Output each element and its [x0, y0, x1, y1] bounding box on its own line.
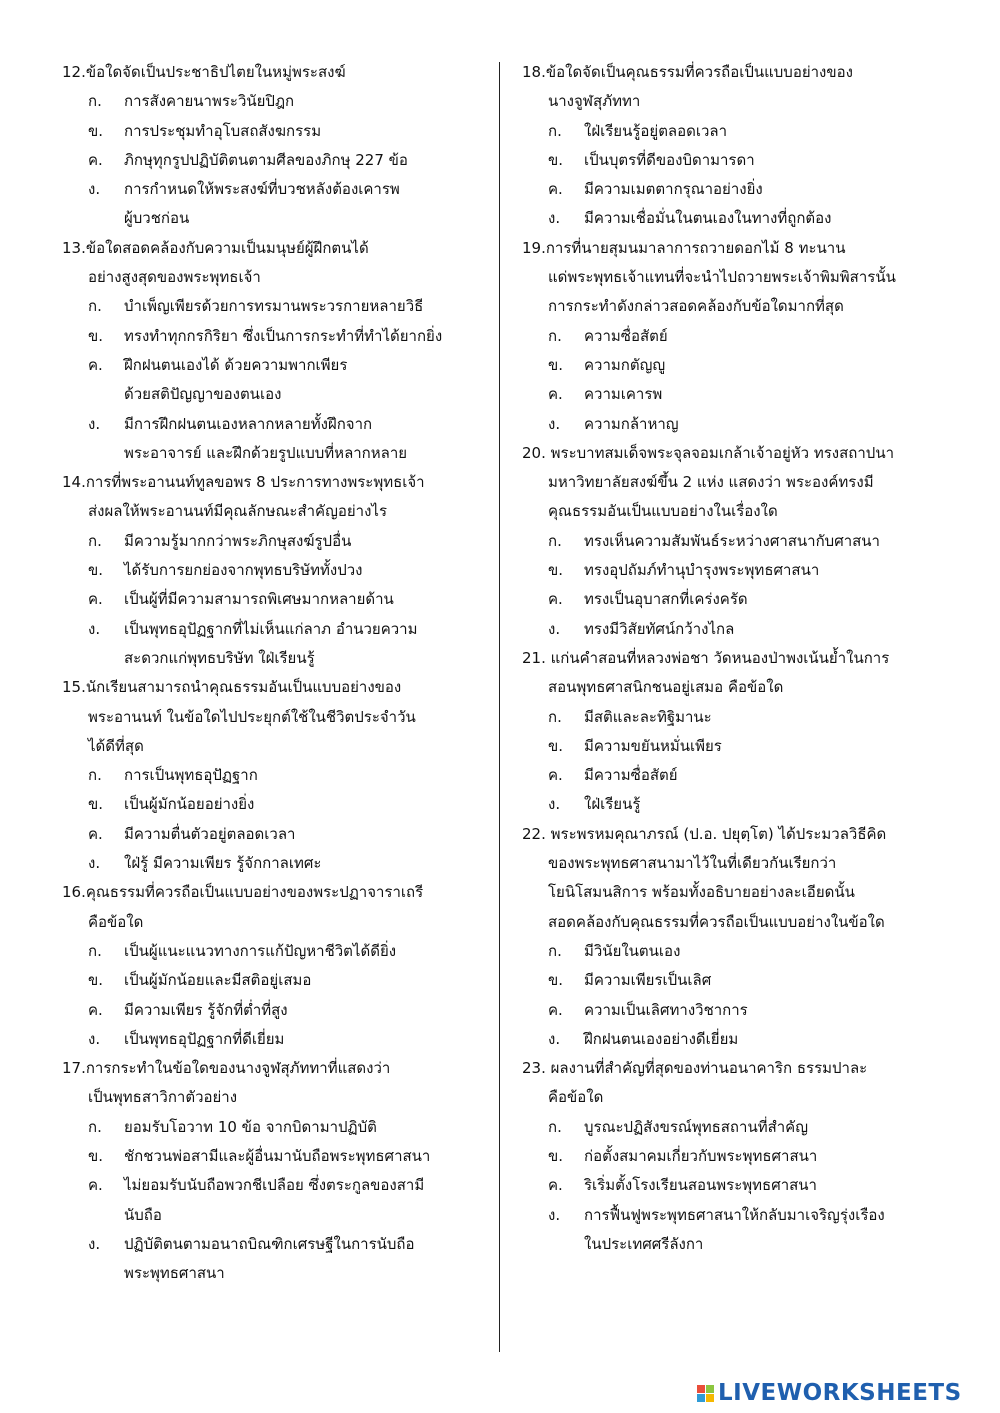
- left-question-column: [62, 58, 482, 1288]
- answer-option: [522, 790, 952, 819]
- answer-option: [62, 1113, 482, 1142]
- answer-option: [62, 966, 482, 995]
- option-letter: ข.: [548, 1146, 564, 1165]
- question-text: คุณธรรมอันเป็นแบบอย่างในเรื่องใด: [548, 502, 778, 521]
- option-text: ผู้บวชก่อน: [124, 209, 190, 228]
- option-letter: ง.: [88, 1234, 101, 1253]
- option-letter: ข.: [88, 1146, 104, 1165]
- answer-option: [522, 175, 952, 204]
- option-letter: ก.: [548, 707, 562, 726]
- answer-option: [522, 1142, 952, 1171]
- option-text: มีความเมตตากรุณาอย่างยิ่ง: [584, 180, 763, 199]
- option-text: ไม่ยอมรับนับถือพวกชีเปลือย ซึ่งตระกูลของสามี: [124, 1176, 425, 1195]
- question-block: [522, 820, 952, 1054]
- option-text: ความกล้าหาญ: [584, 414, 679, 433]
- option-text: มีวินัยในตนเอง: [584, 941, 681, 960]
- option-text: ความกตัญญู: [584, 355, 666, 374]
- option-text: เป็นผู้มักน้อยอย่างยิ่ง: [124, 795, 255, 814]
- option-text: เป็นผู้ที่มีความสามารถพิเศษมากหลายด้าน: [124, 590, 394, 609]
- option-letter: ข.: [548, 355, 564, 374]
- question-text: อย่างสูงสุดของพระพุทธเจ้า: [88, 268, 261, 287]
- option-text: ความเป็นเลิศทางวิชาการ: [584, 1000, 748, 1019]
- answer-option: [522, 996, 952, 1025]
- option-letter: ค.: [548, 1000, 563, 1019]
- answer-option: [62, 292, 482, 321]
- option-letter: ข.: [88, 326, 104, 345]
- option-letter: ง.: [548, 209, 561, 228]
- option-text: ทรงมีวิสัยทัศน์กว้างไกล: [584, 619, 735, 638]
- option-letter: ค.: [88, 824, 103, 843]
- option-text: ทรงเป็นอุบาสกที่เคร่งครัด: [584, 590, 748, 609]
- answer-option: [522, 410, 952, 439]
- question-text: แด่พระพุทธเจ้าแทนที่จะนำไปถวายพระเจ้าพิมพิสารนั้น: [548, 268, 896, 287]
- option-letter: ง.: [548, 795, 561, 814]
- question-block: [522, 439, 952, 644]
- question-text: 15.นักเรียนสามารถนำคุณธรรมอันเป็นแบบอย่างของ: [62, 678, 402, 697]
- option-text: ทรงอุปถัมภ์ทำนุบำรุงพระพุทธศาสนา: [584, 561, 820, 580]
- option-text: มีการฝึกฝนตนเองหลากหลายทั้งฝึกจาก: [124, 414, 373, 433]
- option-letter: ค.: [88, 1176, 103, 1195]
- option-text: การฟื้นฟูพระพุทธศาสนาให้กลับมาเจริญรุ่งเรือง: [584, 1205, 885, 1224]
- option-text: มีความเพียรเป็นเลิศ: [584, 971, 712, 990]
- option-letter: ค.: [88, 1000, 103, 1019]
- option-letter: ค.: [88, 355, 103, 374]
- option-letter: ก.: [548, 326, 562, 345]
- option-text: เป็นผู้มักน้อยและมีสติอยู่เสมอ: [124, 971, 312, 990]
- answer-option: [522, 1201, 952, 1260]
- answer-option: [522, 1025, 952, 1054]
- answer-option: [62, 351, 482, 410]
- answer-option: [62, 410, 482, 469]
- question-text: 16.คุณธรรมที่ควรถือเป็นแบบอย่างของพระปฏาจาราเถรี: [62, 883, 424, 902]
- answer-option: [62, 937, 482, 966]
- option-text: มีสติและละทิฐิมานะ: [584, 707, 712, 726]
- question-block: [62, 234, 482, 468]
- question-text: 19.การที่นายสุมนมาลาการถวายดอกไม้ 8 ทะนาน: [522, 238, 846, 257]
- liveworksheets-logo-icon: [697, 1385, 714, 1402]
- question-block: [62, 673, 482, 878]
- option-letter: ค.: [548, 590, 563, 609]
- option-text: ความซื่อสัตย์: [584, 326, 668, 345]
- question-block: [62, 878, 482, 1054]
- option-text: ด้วยสติปัญญาของตนเอง: [124, 385, 282, 404]
- option-text: ใฝ่เรียนรู้อยู่ตลอดเวลา: [584, 121, 728, 140]
- answer-option: [522, 732, 952, 761]
- option-letter: ง.: [88, 1029, 101, 1048]
- option-letter: ง.: [548, 619, 561, 638]
- answer-option: [522, 146, 952, 175]
- answer-option: [62, 322, 482, 351]
- option-letter: ก.: [548, 941, 562, 960]
- question-text: การกระทำดังกล่าวสอดคล้องกับข้อใดมากที่สุด: [548, 297, 844, 316]
- answer-option: [62, 87, 482, 116]
- question-text: คือข้อใด: [548, 1088, 604, 1107]
- option-letter: ข.: [88, 795, 104, 814]
- option-letter: ค.: [88, 150, 103, 169]
- option-text: มีความเชื่อมั่นในตนเองในทางที่ถูกต้อง: [584, 209, 832, 228]
- answer-option: [522, 117, 952, 146]
- answer-option: [522, 703, 952, 732]
- option-text: ความเคารพ: [584, 385, 663, 404]
- answer-option: [62, 849, 482, 878]
- question-text: พระอานนท์ ในข้อใดไปประยุกต์ใช้ในชีวิตประจำวัน: [88, 707, 416, 726]
- answer-option: [62, 761, 482, 790]
- option-letter: ง.: [88, 619, 101, 638]
- option-text: เป็นบุตรที่ดีของบิดามารดา: [584, 150, 755, 169]
- question-text: 20. พระบาทสมเด็จพระจุลจอมเกล้าเจ้าอยู่หัว ทรงสถาปนา: [522, 443, 894, 462]
- option-text: ชักชวนพ่อสามีและผู้อื่นมานับถือพระพุทธศาสนา: [124, 1146, 431, 1165]
- question-text: 14.การที่พระอานนท์ทูลขอพร 8 ประการทางพระพุทธเจ้า: [62, 473, 425, 492]
- answer-option: [522, 937, 952, 966]
- option-letter: ก.: [88, 1117, 102, 1136]
- option-text: เป็นพุทธอุปัฏฐากที่ดีเยี่ยม: [124, 1029, 285, 1048]
- option-letter: ก.: [548, 531, 562, 550]
- option-letter: ค.: [88, 590, 103, 609]
- option-text: ใฝ่รู้ มีความเพียร รู้จักกาลเทศะ: [124, 854, 322, 873]
- answer-option: [522, 966, 952, 995]
- answer-option: [522, 761, 952, 790]
- question-text: เป็นพุทธสาวิกาตัวอย่าง: [88, 1088, 238, 1107]
- option-letter: ข.: [88, 121, 104, 140]
- answer-option: [522, 585, 952, 614]
- question-text: ส่งผลให้พระอานนท์มีคุณลักษณะสำคัญอย่างไร: [88, 502, 388, 521]
- option-letter: ก.: [548, 1117, 562, 1136]
- question-text: 18.ข้อใดจัดเป็นคุณธรรมที่ควรถือเป็นแบบอย่างของ: [522, 63, 853, 81]
- question-block: [522, 644, 952, 820]
- option-letter: ง.: [548, 1205, 561, 1224]
- option-text: พระพุทธศาสนา: [124, 1264, 225, 1283]
- question-text: ของพระพุทธศาสนามาไว้ในที่เดียวกันเรียกว่า: [548, 854, 837, 873]
- question-text: 17.การกระทำในข้อใดของนางจูฬสุภัททาที่แสดงว่า: [62, 1059, 391, 1078]
- answer-option: [62, 615, 482, 674]
- question-block: [62, 58, 482, 234]
- option-text: ก่อตั้งสมาคมเกี่ยวกับพระพุทธศาสนา: [584, 1146, 818, 1165]
- question-block: [522, 58, 952, 234]
- answer-option: [62, 146, 482, 175]
- option-letter: ข.: [548, 150, 564, 169]
- question-text: นางจูฬสุภัททา: [548, 92, 641, 111]
- option-text: ยอมรับโอวาท 10 ข้อ จากบิดามาปฏิบัติ: [124, 1117, 377, 1136]
- question-text: 22. พระพรหมคุณาภรณ์ (ป.อ. ปยุตฺโต) ได้ประมวลวิธีคิด: [522, 824, 887, 843]
- option-text: การประชุมทำอุโบสถสังฆกรรม: [124, 121, 322, 140]
- option-text: ใฝ่เรียนรู้: [584, 795, 641, 814]
- answer-option: [522, 1113, 952, 1142]
- option-letter: ค.: [548, 385, 563, 404]
- answer-option: [62, 527, 482, 556]
- question-text: สอนพุทธศาสนิกชนอยู่เสมอ คือข้อใด: [548, 678, 784, 697]
- option-letter: ง.: [548, 1029, 561, 1048]
- option-letter: ข.: [88, 971, 104, 990]
- option-text: นับถือ: [124, 1205, 162, 1224]
- answer-option: [62, 1171, 482, 1230]
- option-letter: ง.: [88, 414, 101, 433]
- option-letter: ก.: [88, 92, 102, 111]
- option-text: ภิกษุทุกรูปปฏิบัติตนตามศีลของภิกษุ 227 ข้อ: [124, 150, 408, 169]
- option-letter: ข.: [88, 561, 104, 580]
- answer-option: [522, 380, 952, 409]
- option-text: มีความเพียร รู้จักที่ต่ำที่สูง: [124, 1000, 288, 1019]
- option-text: มีความรู้มากกว่าพระภิกษุสงฆ์รูปอื่น: [124, 531, 352, 550]
- option-text: การเป็นพุทธอุปัฏฐาก: [124, 766, 258, 785]
- option-letter: ก.: [548, 121, 562, 140]
- answer-option: [62, 1025, 482, 1054]
- option-text: เป็นผู้แนะแนวทางการแก้ปัญหาชีวิตได้ดียิ่ง: [124, 941, 397, 960]
- answer-option: [62, 996, 482, 1025]
- option-text: ฝึกฝนตนเองอย่างดีเยี่ยม: [584, 1029, 739, 1048]
- option-letter: ก.: [88, 941, 102, 960]
- option-text: มีความตื่นตัวอยู่ตลอดเวลา: [124, 824, 296, 843]
- option-text: ปฏิบัติตนตามอนาถบิณฑิกเศรษฐีในการนับถือ: [124, 1234, 415, 1253]
- option-letter: ง.: [548, 414, 561, 433]
- option-text: มีความซื่อสัตย์: [584, 766, 678, 785]
- answer-option: [522, 1171, 952, 1200]
- question-text: มหาวิทยาลัยสงฆ์ขึ้น 2 แห่ง แสดงว่า พระองค์ทรงมี: [548, 473, 874, 492]
- question-text: 13.ข้อใดสอดคล้องกับความเป็นมนุษย์ผู้ฝึกตนได้: [62, 238, 369, 257]
- question-text: ได้ดีที่สุด: [88, 736, 144, 755]
- question-text: สอดคล้องกับคุณธรรมที่ควรถือเป็นแบบอย่างในข้อใด: [548, 912, 885, 931]
- question-text: 21. แก่นคำสอนที่หลวงพ่อชา วัดหนองป่าพงเน้นย้ำในการ: [522, 648, 890, 667]
- option-text: มีความขยันหมั่นเพียร: [584, 736, 722, 755]
- question-block: [522, 1054, 952, 1259]
- option-letter: ค.: [548, 1176, 563, 1195]
- answer-option: [522, 527, 952, 556]
- question-text: 23. ผลงานที่สำคัญที่สุดของท่านอนาคาริก ธรรมปาละ: [522, 1059, 868, 1078]
- option-text: บำเพ็ญเพียรด้วยการทรมานพระวรกายหลายวิธี: [124, 297, 424, 316]
- option-letter: ง.: [88, 854, 101, 873]
- option-letter: ง.: [88, 180, 101, 199]
- answer-option: [62, 1142, 482, 1171]
- option-text: ได้รับการยกย่องจากพุทธบริษัททั้งปวง: [124, 561, 363, 580]
- option-text: สะดวกแก่พุทธบริษัท ใฝ่เรียนรู้: [124, 648, 315, 667]
- answer-option: [62, 790, 482, 819]
- question-block: [62, 468, 482, 673]
- answer-option: [522, 556, 952, 585]
- option-text: เป็นพุทธอุปัฏฐากที่ไม่เห็นแก่ลาภ อำนวยความ: [124, 619, 418, 638]
- option-letter: ก.: [88, 297, 102, 316]
- option-letter: ข.: [548, 736, 564, 755]
- answer-option: [62, 1230, 482, 1289]
- answer-option: [522, 322, 952, 351]
- option-text: พระอาจารย์ และฝึกด้วยรูปแบบที่หลากหลาย: [124, 443, 408, 462]
- liveworksheets-logo: [697, 1380, 962, 1406]
- option-letter: ค.: [548, 180, 563, 199]
- column-divider: [499, 62, 500, 1352]
- liveworksheets-logo-text: LIVEWORKSHEETS: [718, 1380, 962, 1406]
- option-letter: ข.: [548, 971, 564, 990]
- answer-option: [62, 117, 482, 146]
- option-text: ทรงทำทุกกรกิริยา ซึ่งเป็นการกระทำที่ทำได้ยากยิ่ง: [124, 326, 443, 345]
- option-letter: ค.: [548, 766, 563, 785]
- question-text: 12.ข้อใดจัดเป็นประชาธิปไตยในหมู่พระสงฆ์: [62, 63, 346, 81]
- answer-option: [62, 820, 482, 849]
- option-text: ทรงเห็นความสัมพันธ์ระหว่างศาสนากับศาสนา: [584, 531, 880, 550]
- option-text: การสังคายนาพระวินัยปิฎก: [124, 92, 295, 111]
- answer-option: [62, 175, 482, 234]
- right-question-column: [522, 58, 952, 1259]
- option-text: ในประเทศศรีลังกา: [584, 1234, 704, 1253]
- question-block: [62, 1054, 482, 1288]
- option-letter: ข.: [548, 561, 564, 580]
- option-letter: ก.: [88, 531, 102, 550]
- option-text: ริเริ่มตั้งโรงเรียนสอนพระพุทธศาสนา: [584, 1176, 817, 1195]
- answer-option: [62, 585, 482, 614]
- answer-option: [522, 204, 952, 233]
- option-letter: ก.: [88, 766, 102, 785]
- answer-option: [62, 556, 482, 585]
- answer-option: [522, 351, 952, 380]
- question-text: คือข้อใด: [88, 912, 144, 931]
- answer-option: [522, 615, 952, 644]
- option-text: การกำหนดให้พระสงฆ์ที่บวชหลังต้องเคารพ: [124, 180, 400, 199]
- option-text: บูรณะปฏิสังขรณ์พุทธสถานที่สำคัญ: [584, 1117, 808, 1136]
- question-block: [522, 234, 952, 439]
- question-text: โยนิโสมนสิการ พร้อมทั้งอธิบายอย่างละเอียดนั้น: [548, 883, 855, 902]
- option-text: ฝึกฝนตนเองได้ ด้วยความพากเพียร: [124, 355, 348, 374]
